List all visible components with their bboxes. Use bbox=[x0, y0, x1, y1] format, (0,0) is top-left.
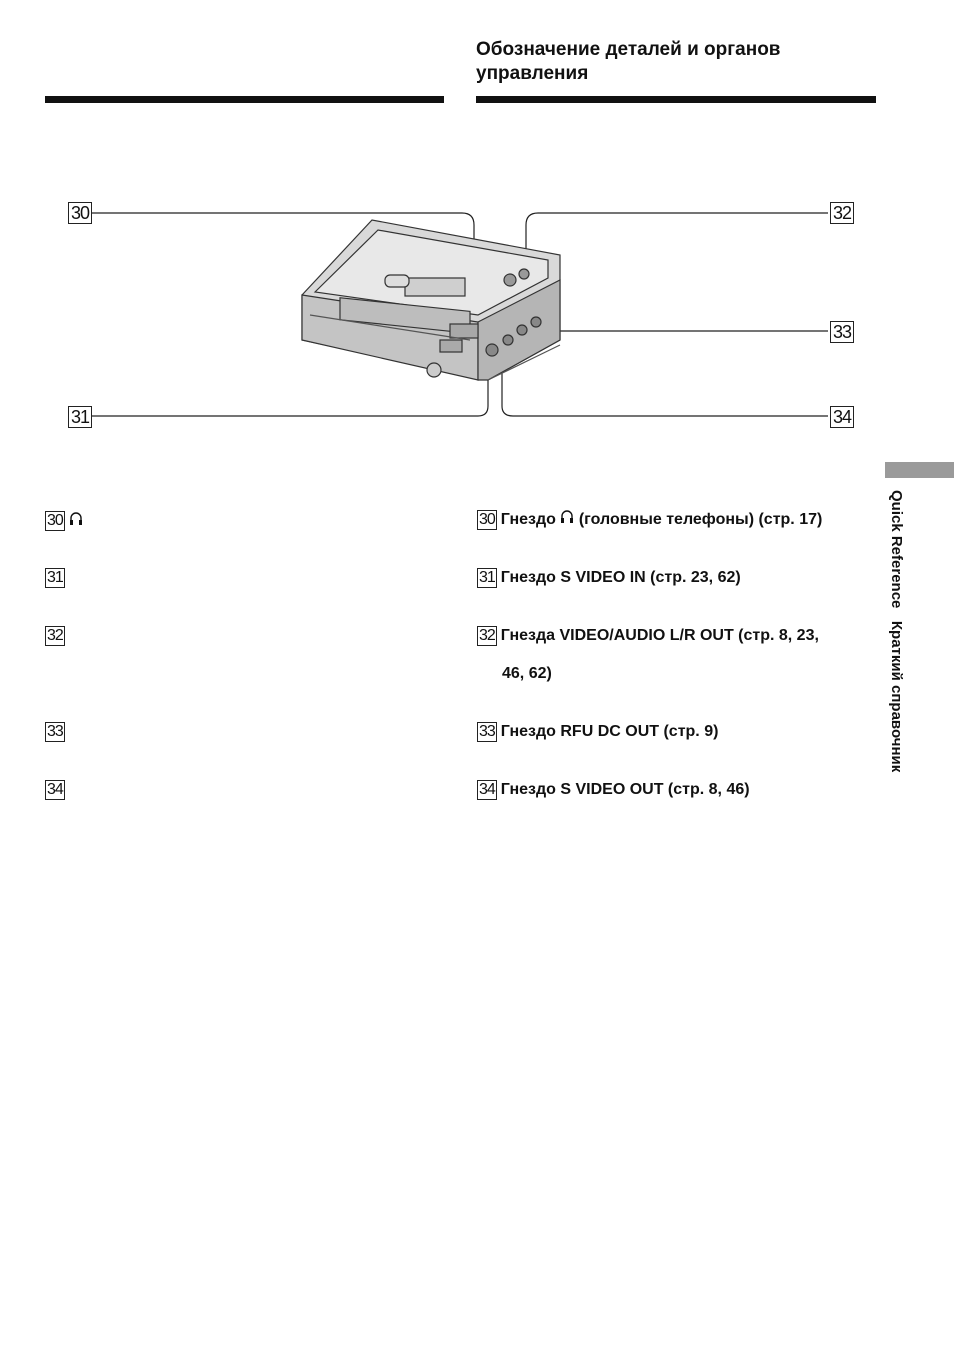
item-number: 34 bbox=[47, 781, 63, 798]
item-number: 32 bbox=[47, 627, 63, 644]
right-item-30 bbox=[477, 501, 877, 539]
headphones-icon bbox=[560, 501, 574, 539]
side-tab-bar bbox=[885, 462, 954, 478]
callout-32: 32 bbox=[830, 202, 854, 224]
item-number: 31 bbox=[47, 569, 63, 586]
header-rule-left bbox=[45, 96, 444, 103]
headphones-icon bbox=[69, 510, 83, 531]
item-text: Гнездо RFU DC OUT (стр. 9) bbox=[500, 723, 719, 740]
item-number: 34 bbox=[479, 780, 495, 798]
item-text-after-icon: (головные телефоны) (стр. 17) bbox=[578, 511, 823, 529]
right-item-32 bbox=[477, 617, 877, 693]
left-item-34 bbox=[45, 780, 69, 800]
left-item-33 bbox=[45, 722, 69, 742]
page-title: Обозначение деталей и органов управления bbox=[476, 39, 781, 84]
device-drawing bbox=[0, 180, 954, 440]
item-text-continuation: 46, 62) bbox=[502, 665, 552, 682]
callout-34: 34 bbox=[830, 406, 854, 428]
left-item-32 bbox=[45, 626, 69, 646]
item-number: 31 bbox=[479, 568, 495, 586]
item-text: Гнезда VIDEO/AUDIO L/R OUT (стр. 8, 23, bbox=[500, 627, 819, 644]
right-item-34 bbox=[477, 771, 877, 809]
item-number: 30 bbox=[47, 511, 63, 529]
left-item-30 bbox=[45, 510, 83, 531]
right-item-33 bbox=[477, 713, 877, 751]
item-text: Гнездо S VIDEO IN (стр. 23, 62) bbox=[500, 569, 741, 586]
header-rule-right bbox=[476, 96, 876, 103]
item-number: 30 bbox=[479, 511, 495, 528]
item-number: 33 bbox=[479, 722, 495, 740]
item-text-before-icon: Гнездо bbox=[500, 511, 556, 529]
callout-31: 31 bbox=[68, 406, 92, 428]
callout-33: 33 bbox=[830, 321, 854, 343]
item-number: 33 bbox=[47, 723, 63, 740]
side-tab-label: Quick Reference Краткий справочник bbox=[888, 490, 905, 773]
left-item-31 bbox=[45, 568, 69, 588]
right-item-31 bbox=[477, 559, 877, 597]
item-text: Гнездо S VIDEO OUT (стр. 8, 46) bbox=[500, 781, 750, 798]
callout-30: 30 bbox=[68, 202, 92, 224]
item-number: 32 bbox=[479, 626, 495, 644]
